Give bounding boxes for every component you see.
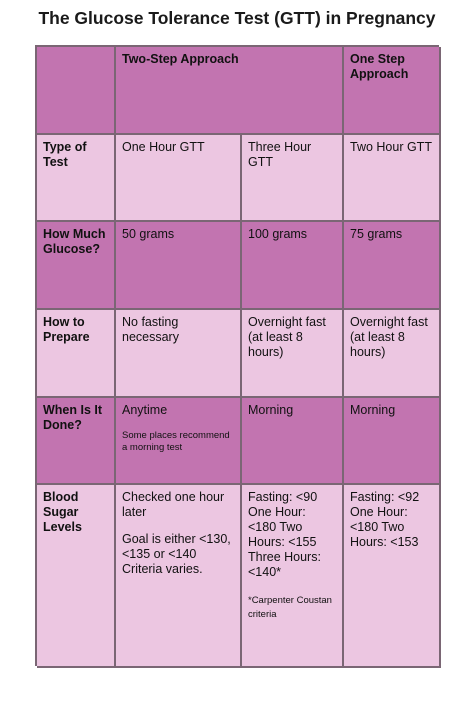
- cell-when-one-step: Morning: [344, 398, 441, 485]
- cell-levels-two-step-a-text: Checked one hour later: [122, 490, 225, 519]
- cell-type-two-step-b: Three Hour GTT: [242, 135, 344, 222]
- cell-glucose-one-step: 75 grams: [344, 222, 441, 310]
- cell-when-two-step-a-note: Some places recommend a morning test: [122, 430, 230, 453]
- header-corner: [37, 47, 116, 135]
- cell-levels-two-step-a: [116, 485, 242, 668]
- cell-when-two-step-a: [116, 398, 242, 485]
- cell-when-two-step-b: Morning: [242, 398, 344, 485]
- cell-type-one-step: Two Hour GTT: [344, 135, 441, 222]
- page-title: The Glucose Tolerance Test (GTT) in Pregnancy: [38, 8, 436, 28]
- cell-levels-one-step: Fasting: <92 One Hour: <180 Two Hours: <153: [344, 485, 441, 668]
- cell-levels-two-step-a-goal: Goal is either <130, <135 or <140 Criteria varies.: [122, 532, 231, 576]
- row-label-levels: Blood Sugar Levels: [37, 485, 116, 668]
- cell-levels-two-step-b: [242, 485, 344, 668]
- cell-levels-two-step-b-text: Fasting: <90 One Hour: <180 Two Hours: <155 Three Hours: <140*: [248, 490, 321, 579]
- cell-glucose-two-step-a: 50 grams: [116, 222, 242, 310]
- row-label-glucose: How Much Glucose?: [37, 222, 116, 310]
- header-two-step: Two-Step Approach: [116, 47, 344, 135]
- cell-when-two-step-a-text: Anytime: [122, 403, 168, 417]
- cell-type-two-step-a: One Hour GTT: [116, 135, 242, 222]
- cell-prepare-two-step-a: No fasting necessary: [116, 310, 242, 398]
- row-label-type: Type of Test: [37, 135, 116, 222]
- row-label-prepare: How to Prepare: [37, 310, 116, 398]
- cell-prepare-one-step: Overnight fast (at least 8 hours): [344, 310, 441, 398]
- row-label-when: When Is It Done?: [37, 398, 116, 485]
- cell-glucose-two-step-b: 100 grams: [242, 222, 344, 310]
- header-one-step: One Step Approach: [344, 47, 441, 135]
- cell-levels-two-step-b-note: *Carpenter Coustan criteria: [248, 595, 332, 620]
- gtt-table: [35, 45, 439, 666]
- cell-prepare-two-step-b: Overnight fast (at least 8 hours): [242, 310, 344, 398]
